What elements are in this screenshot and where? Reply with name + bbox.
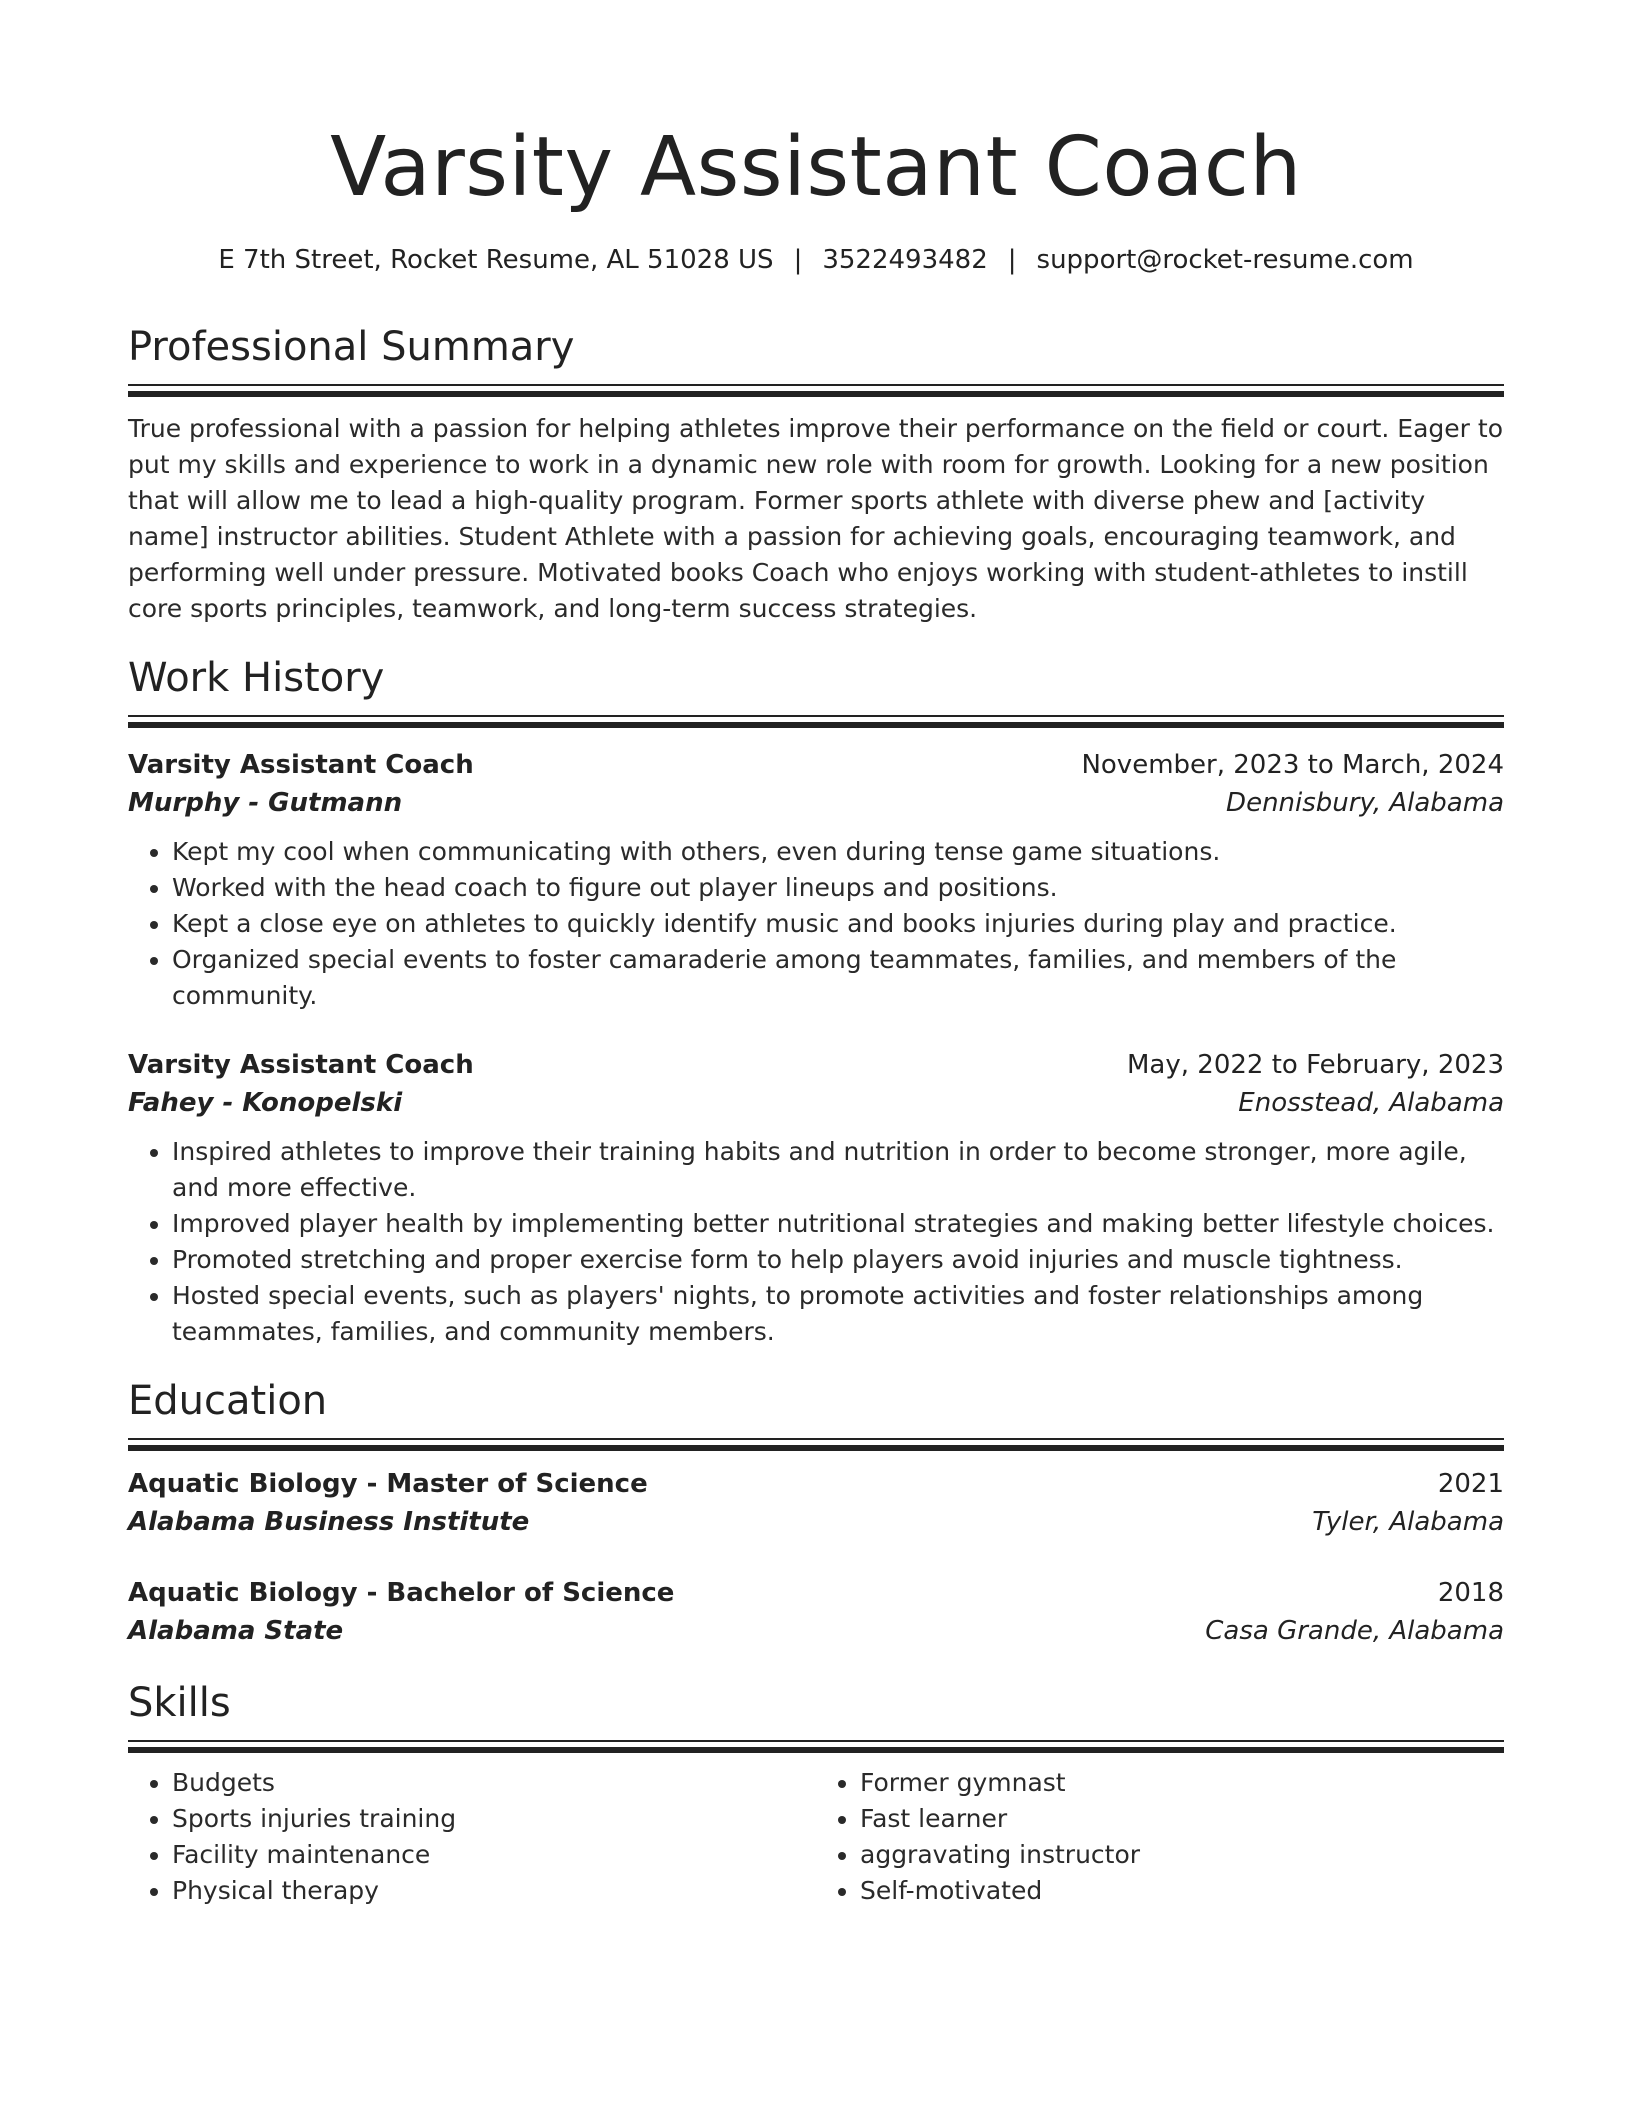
education-year: 2018	[1437, 1578, 1504, 1608]
summary-section	[128, 322, 1504, 627]
skill-item: • Sports injuries training	[172, 1801, 816, 1837]
list-item: • Improved player health by implementing better nutritional strategies and making better lifestyle choices.	[172, 1206, 1504, 1242]
skill-item: • Fast learner	[860, 1801, 1504, 1837]
skills-columns	[128, 1765, 1504, 1909]
education-school: Alabama Business Institute	[128, 1507, 530, 1537]
education-location: Casa Grande, Alabama	[1205, 1616, 1504, 1646]
job-company: Fahey - Konopelski	[128, 1088, 403, 1118]
education-school-row	[128, 1503, 1504, 1541]
job-company: Murphy - Gutmann	[128, 788, 403, 818]
job-entry	[128, 746, 1504, 1014]
job-location: Enosstead, Alabama	[1238, 1088, 1504, 1118]
job-title: Varsity Assistant Coach	[128, 1050, 474, 1080]
section-divider	[128, 384, 1504, 397]
contact-line	[128, 242, 1504, 278]
education-school-row	[128, 1612, 1504, 1650]
education-degree: Aquatic Biology - Master of Science	[128, 1469, 648, 1499]
skill-item: • Budgets	[172, 1765, 816, 1801]
contact-email: support@rocket-resume.com	[1036, 245, 1414, 275]
list-item: • Kept my cool when communicating with others, even during tense game situations.	[172, 834, 1504, 870]
section-divider	[128, 1438, 1504, 1451]
summary-text: True professional with a passion for helping athletes improve their performance on the field or court. Eager to put my skills and experience to work in a dynamic new role with room for growth. Looking for a new position that will allow me to lead a high-quality program. Former sports athlete with diverse phew and [activity name] instructor abilities. Student Athlete with a passion for achieving goals, encouraging teamwork, and performing well under pressure. Motivated books Coach who enjoys working with student-athletes to instill core sports principles, teamwork, and long-term success strategies.	[128, 414, 1503, 623]
list-item: • Worked with the head coach to figure out player lineups and positions.	[172, 870, 1504, 906]
education-entry	[128, 1465, 1504, 1541]
job-company-row	[128, 1084, 1504, 1122]
education-header-row	[128, 1465, 1504, 1503]
job-company-row	[128, 784, 1504, 822]
section-divider	[128, 715, 1504, 728]
job-bullets	[128, 834, 1504, 1014]
education-header-row	[128, 1574, 1504, 1612]
job-entry	[128, 1046, 1504, 1350]
education-section	[128, 1376, 1504, 1650]
job-location: Dennisbury, Alabama	[1226, 788, 1504, 818]
skills-heading: Skills	[128, 1680, 231, 1726]
summary-heading: Professional Summary	[128, 324, 575, 370]
skills-list-left	[128, 1765, 816, 1909]
work-history-section	[128, 653, 1504, 1350]
skills-list-right	[816, 1765, 1504, 1909]
list-item: • Promoted stretching and proper exercise form to help players avoid injuries and muscle tightness.	[172, 1242, 1504, 1278]
list-item: • Inspired athletes to improve their training habits and nutrition in order to become stronger, more agile, and more effective.	[172, 1134, 1504, 1206]
skill-item: • Self-motivated	[860, 1873, 1504, 1909]
contact-address: E 7th Street, Rocket Resume, AL 51028 US	[218, 245, 774, 275]
contact-phone: 3522493482	[822, 245, 988, 275]
skill-item: • Facility maintenance	[172, 1837, 816, 1873]
job-bullets	[128, 1134, 1504, 1350]
section-divider	[128, 1740, 1504, 1753]
job-title: Varsity Assistant Coach	[128, 750, 474, 780]
skill-item: • Physical therapy	[172, 1873, 816, 1909]
education-degree: Aquatic Biology - Bachelor of Science	[128, 1578, 675, 1608]
education-entry	[128, 1574, 1504, 1650]
job-dates: May, 2022 to February, 2023	[1127, 1050, 1504, 1080]
contact-separator: |	[1007, 245, 1017, 275]
education-heading: Education	[128, 1378, 328, 1424]
job-dates: November, 2023 to March, 2024	[1081, 750, 1504, 780]
resume-name: Varsity Assistant Coach	[330, 120, 1302, 215]
education-year: 2021	[1437, 1469, 1504, 1499]
skill-item: • Former gymnast	[860, 1765, 1504, 1801]
work-history-heading: Work History	[128, 655, 385, 701]
list-item: • Kept a close eye on athletes to quickly identify music and books injuries during play and practice.	[172, 906, 1504, 942]
education-location: Tyler, Alabama	[1312, 1507, 1504, 1537]
job-header-row	[128, 746, 1504, 784]
skills-section	[128, 1678, 1504, 1909]
education-school: Alabama State	[128, 1616, 344, 1646]
list-item: • Hosted special events, such as players' nights, to promote activities and foster relationships among teammates, families, and community members.	[172, 1278, 1504, 1350]
job-header-row	[128, 1046, 1504, 1084]
skill-item: • aggravating instructor	[860, 1837, 1504, 1873]
contact-separator: |	[793, 245, 803, 275]
list-item: • Organized special events to foster camaraderie among teammates, families, and members of the community.	[172, 942, 1504, 1014]
